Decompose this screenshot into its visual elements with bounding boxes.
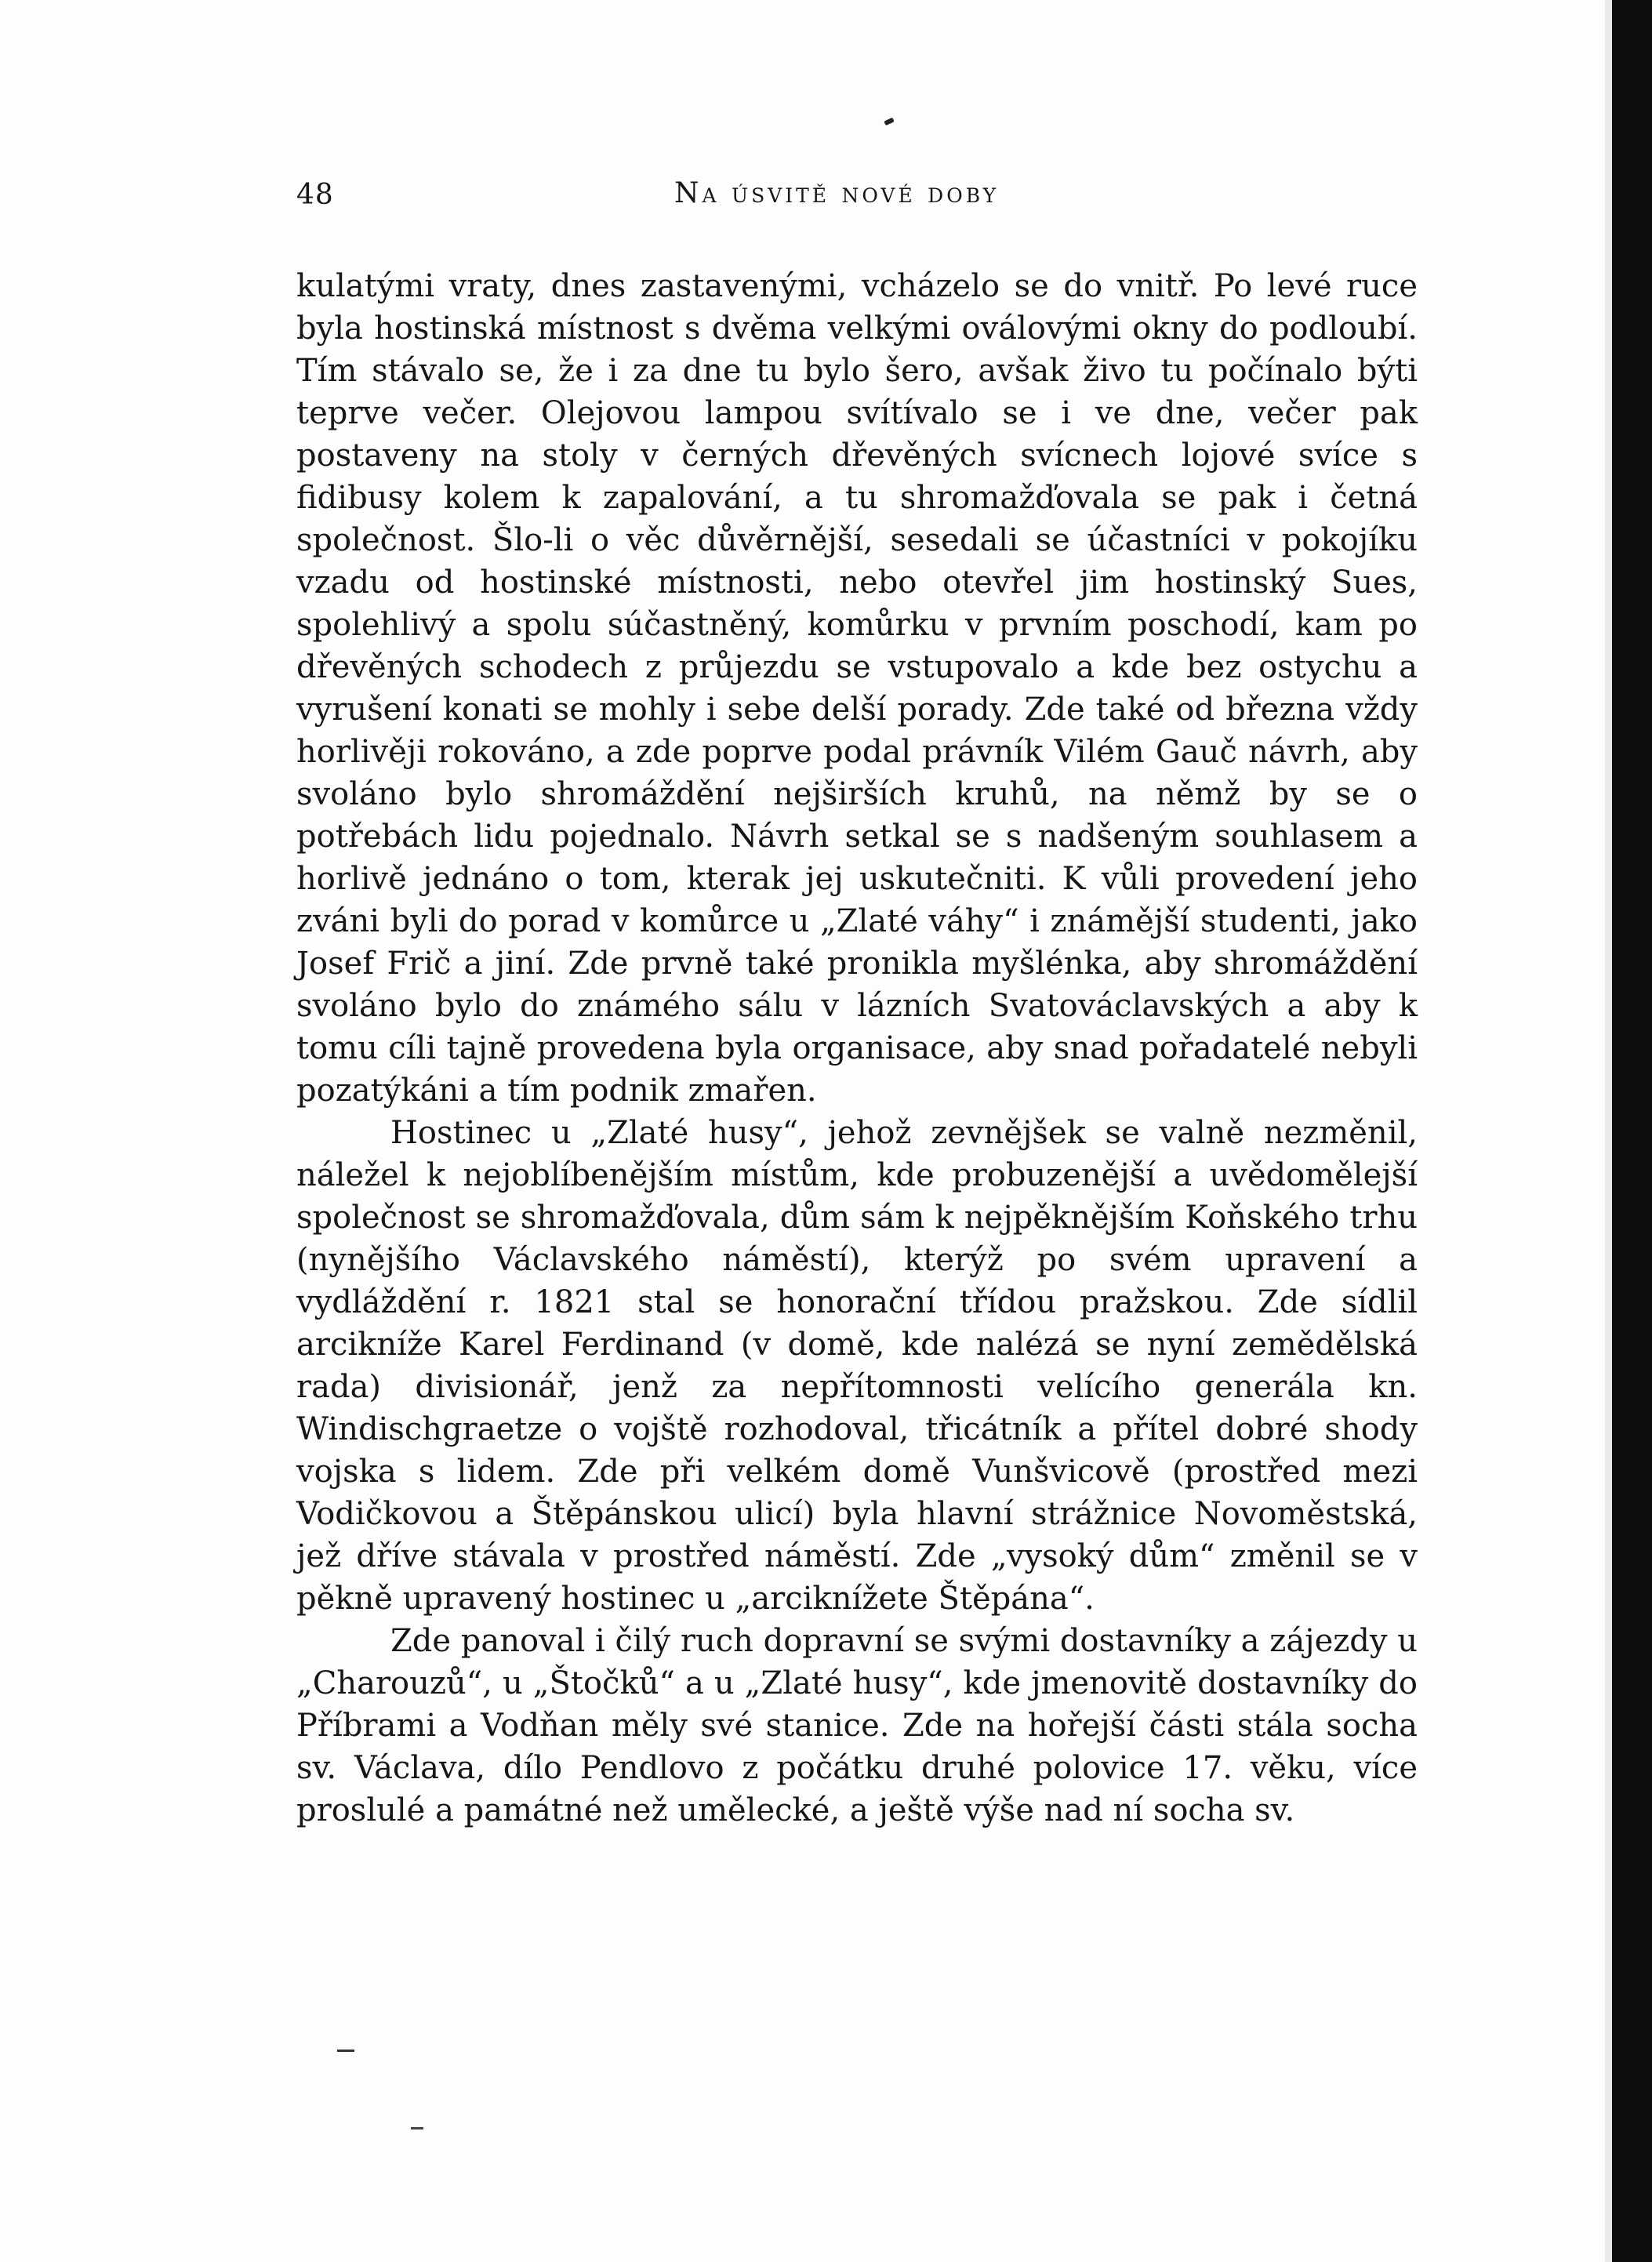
ink-speck <box>884 118 894 126</box>
paragraph-1: kulatými vraty, dnes zastavenými, vcházelo se do vnitř. Po levé ruce byla hostinská místnost s dvěma velkými oválovými okny do podloubí. Tím stávalo se, že i za dne tu bylo šero, avšak živo tu počínalo býti teprve večer. Olejovou lampou svítívalo se i ve dne, večer pak postaveny na stoly v černých dřevěných svícnech lojové svíce s fidibusy kolem k zapalování, a tu shromažďovala se pak i četná společnost. Šlo-li o věc důvěrnější, sesedali se účastníci v pokojíku vzadu od hostinské místnosti, nebo otevřel jim hostinský Sues, spolehlivý a spolu súčastněný, komůrku v prvním poschodí, kam po dřevěných schodech z průjezdu se vstupovalo a kde bez ostychu a vyrušení konati se mohly i sebe delší porady. Zde také od března vždy horlivěji rokováno, a zde poprve podal právník Vilém Gauč návrh, aby svoláno bylo shromáždění nejširších kruhů, na němž by se o potřebách lidu pojednalo. Návrh setkal se s nadšeným souhlasem a horlivě jednáno o tom, kterak jej uskutečniti. K vůli provedení jeho zváni byli do porad v komůrce u „Zlaté váhy“ i známější studenti, jako Josef Frič a jiní. Zde prvně také pronikla myšlénka, aby shromáždění svoláno bylo do známého sálu v lázních Svatováclavských a aby k tomu cíli tajně provedena byla organisace, aby snad pořadatelé nebyli pozatýkáni a tím podnik zmařen. <box>296 268 1418 1109</box>
running-title: Na úsvitě nové doby <box>674 177 1000 209</box>
paragraph-2: Hostinec u „Zlaté husy“, jehož zevnějšek se valně nezměnil, náležel k nejoblíbenějším místům, kde probuzenější a uvědomělejší společnost se shromažďovala, dům sám k nejpěknějším Koňského trhu (nynějšího Václavského náměstí), kterýž po svém upravení a vydláždění r. 1821 stal se honorační třídou pražskou. Zde sídlil arcikníže Karel Ferdinand (v domě, kde nalézá se nyní zemědělská rada) divisionář, jenž za nepřítomnosti velícího generála kn. Windischgraetze o vojště rozhodoval, třicátník a přítel dobré shody vojska s lidem. Zde při velkém domě Vunšvicově (prostřed mezi Vodičkovou a Štěpánskou ulicí) byla hlavní strážnice Novoměstská, jež dříve stávala v prostřed náměstí. Zde „vysoký dům“ změnil se v pěkně upravený hostinec u „arciknížete Štěpána“. <box>296 1115 1418 1617</box>
ink-speck <box>337 2050 354 2052</box>
ink-speck <box>411 2127 423 2129</box>
scan-border <box>1612 0 1652 2262</box>
page-edge <box>1605 0 1612 2262</box>
body-text <box>296 265 1418 1832</box>
page-number: 48 <box>296 179 334 211</box>
paragraph-3: Zde panoval i čilý ruch dopravní se svými dostavníky a zájezdy u „Charouzů“, u „Štočků“ a u „Zlaté husy“, kde jmenovitě dostavníky do Příbrami a Vodňan měly své stanice. Zde na hořejší části stála socha sv. Václava, dílo Pendlovo z počátku druhé polovice 17. věku, více proslulé a památné než umělecké, a ještě výše nad ní socha sv. <box>296 1623 1418 1828</box>
